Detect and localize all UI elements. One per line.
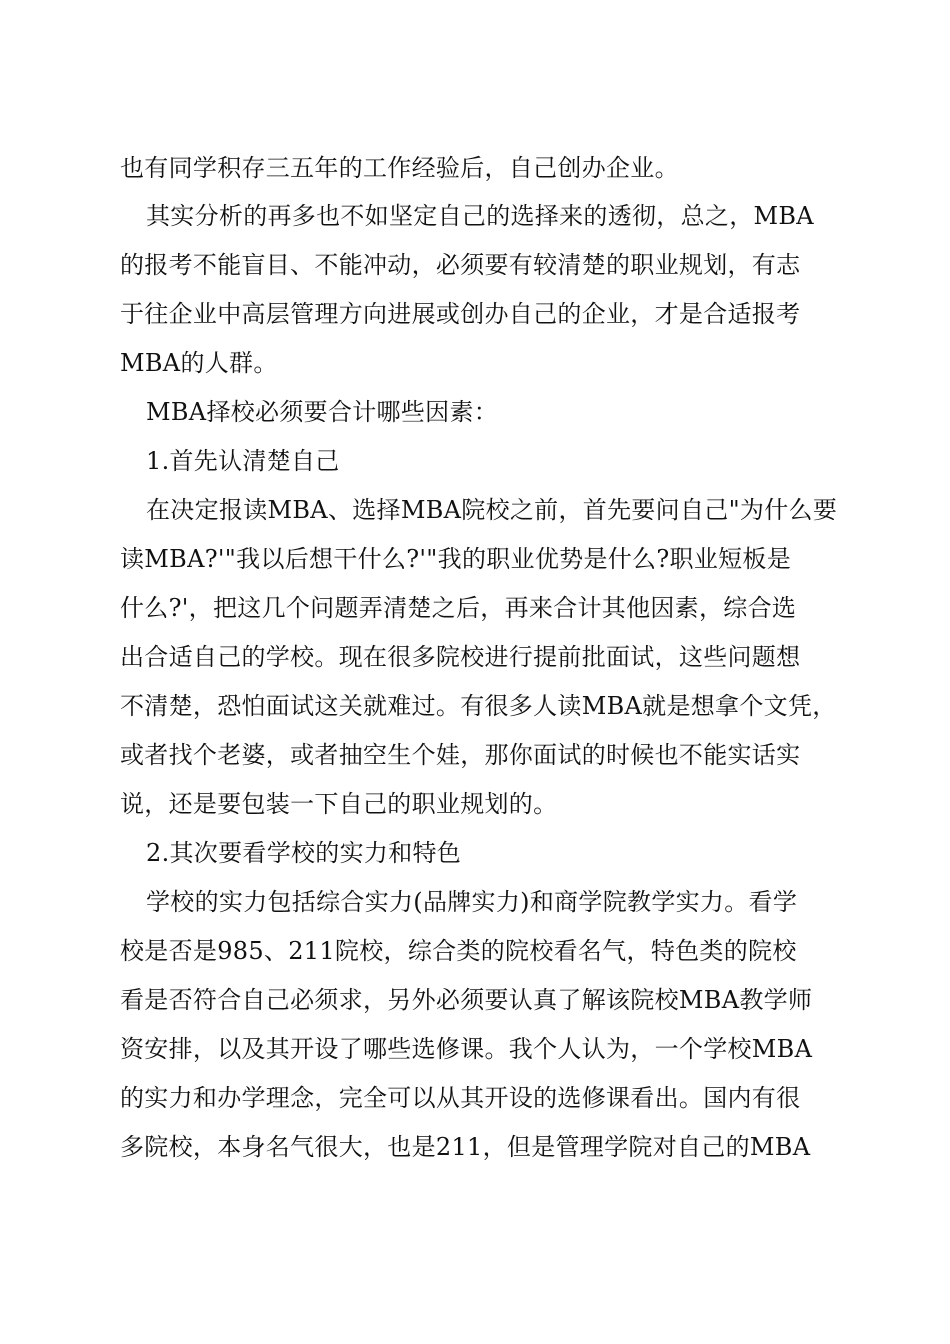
paragraph-line: 或者找个老婆，或者抽空生个娃，那你面试的时候也不能实话实 — [120, 741, 801, 769]
paragraph-line: 什么?'，把这几个问题弄清楚之后，再来合计其他因素，综合选 — [120, 594, 797, 622]
paragraph-line: 看是否符合自己必须求，另外必须要认真了解该院校MBA教学师 — [120, 986, 813, 1014]
paragraph-line: 于往企业中高层管理方向进展或创办自己的企业，才是合适报考 — [120, 300, 801, 328]
paragraph-line: 校是否是985、211院校，综合类的院校看名气，特色类的院校 — [120, 937, 797, 965]
paragraph-line: 读MBA?'"我以后想干什么?'"我的职业优势是什么?职业短板是 — [120, 545, 792, 573]
paragraph-line: 学校的实力包括综合实力(品牌实力)和商学院教学实力。看学 — [146, 888, 798, 916]
paragraph-line: 也有同学积存三五年的工作经验后，自己创办企业。 — [120, 154, 679, 182]
paragraph-line: 在决定报读MBA、选择MBA院校之前，首先要问自己"为什么要 — [146, 496, 838, 524]
subsection-heading: 2.其次要看学校的实力和特色 — [146, 839, 462, 867]
paragraph-line: 的报考不能盲目、不能冲动，必须要有较清楚的职业规划，有志 — [120, 251, 801, 279]
subsection-heading: 1.首先认清楚自己 — [146, 447, 340, 475]
paragraph-line: 多院校，本身名气很大，也是211，但是管理学院对自己的MBA — [120, 1133, 811, 1161]
paragraph-line: 出合适自己的学校。现在很多院校进行提前批面试，这些问题想 — [120, 643, 801, 671]
section-heading: MBA择校必须要合计哪些因素： — [146, 398, 499, 426]
paragraph-line: MBA的人群。 — [120, 349, 278, 377]
paragraph-line: 资安排，以及其开设了哪些选修课。我个人认为，一个学校MBA — [120, 1035, 813, 1063]
paragraph-line: 说，还是要包装一下自己的职业规划的。 — [120, 790, 558, 818]
paragraph-line: 其实分析的再多也不如坚定自己的选择来的透彻，总之，MBA — [146, 202, 814, 230]
paragraph-line: 不清楚，恐怕面试这关就难过。有很多人读MBA就是想拿个文凭， — [120, 692, 837, 720]
paragraph-line: 的实力和办学理念，完全可以从其开设的选修课看出。国内有很 — [120, 1084, 801, 1112]
